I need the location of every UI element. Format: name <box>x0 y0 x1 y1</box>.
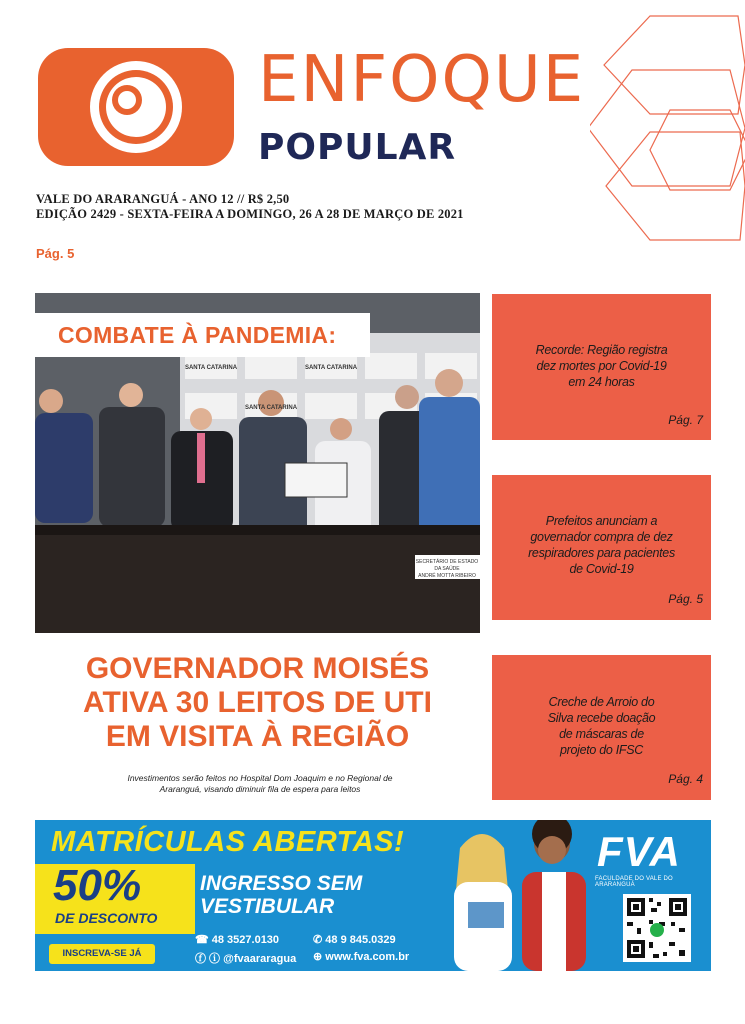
fva-logo-subtitle: FACULDADE DO VALE DO ARARANGUÁ <box>595 876 673 888</box>
photo-backdrop-logo: SANTA CATARINA <box>244 405 298 411</box>
ad-website[interactable]: ⊕ www.fva.com.br <box>313 951 410 963</box>
edition-meta-line-2: EDIÇÃO 2429 - SEXTA-FEIRA A DOMINGO, 26 A 28 DE MARÇO DE 2021 <box>36 207 464 221</box>
main-headline[interactable] <box>35 652 480 754</box>
sidebar-story-page: Pág. 5 <box>668 592 703 606</box>
story-kicker: COMBATE À PANDEMIA: <box>58 322 337 348</box>
sidebar-story-3[interactable] <box>492 655 711 800</box>
subtitle-line: Investimentos serão feitos no Hospital Dom Joaquim e no Regional de <box>127 773 393 783</box>
sidebar-story-page: Pág. 7 <box>668 413 703 427</box>
brand-name-bottom: POPULAR <box>258 127 457 168</box>
ad-discount-percent: 50% <box>53 861 142 910</box>
ad-phone-2: ✆ 48 9 845.0329 <box>313 934 396 946</box>
ad-discount-label: DE DESCONTO <box>55 910 158 926</box>
ad-social-handle: ⓕ ⓘ @fvaararagua <box>195 953 297 965</box>
headline-subtitle <box>120 773 400 795</box>
fva-advertisement[interactable] <box>35 820 711 971</box>
logo-eye-icon <box>38 48 234 166</box>
headline-line: ATIVA 30 LEITOS DE UTI <box>83 686 432 719</box>
hexagon-decoration <box>590 10 745 250</box>
photo-name-sign: ANDRÉ MOTTA RIBEIRO <box>418 573 476 579</box>
photo-name-sign: SECRETÁRIO DE ESTADO <box>415 559 479 565</box>
headline-line: GOVERNADOR MOISÉS <box>85 652 430 685</box>
edition-meta-line-1: VALE DO ARARANGUÁ - ANO 12 // R$ 2,50 <box>36 192 290 206</box>
brand-name-top: ENFOQUE <box>258 43 586 117</box>
sidebar-story-1[interactable] <box>492 294 711 440</box>
qr-code-icon[interactable] <box>623 894 691 962</box>
sidebar-story-text: Creche de Arroio do Silva recebe doação de máscaras de projeto do IFSC <box>547 695 656 757</box>
ad-signup-button[interactable]: INSCREVA-SE JÁ <box>49 944 155 964</box>
ad-title: MATRÍCULAS ABERTAS! <box>51 826 405 858</box>
sidebar-story-2[interactable] <box>492 475 711 620</box>
photo-name-sign: DA SAÚDE <box>434 566 460 572</box>
sidebar-story-text: Prefeitos anunciam a governador compra de dez respiradores para pacientes de Covid-19 <box>528 514 675 576</box>
page-reference[interactable]: Pág. 5 <box>36 246 75 261</box>
headline-line: EM VISITA À REGIÃO <box>105 720 410 753</box>
subtitle-line: Araranguá, visando diminuir fila de espera para leitos <box>159 784 361 794</box>
sidebar-story-page: Pág. 4 <box>668 772 703 786</box>
ad-ingresso-text: INGRESSO SEM VESTIBULAR <box>200 872 363 918</box>
photo-backdrop-logo: SANTA CATARINA <box>304 365 358 371</box>
photo-backdrop-logo: SANTA CATARINA <box>184 365 238 371</box>
ad-phone-1: ☎ 48 3527.0130 <box>195 934 280 946</box>
sidebar-story-text: Recorde: Região registra dez mortes por Covid-19 em 24 horas <box>535 343 668 389</box>
fva-logo: FVA <box>597 828 681 875</box>
ad-students-illustration <box>430 820 595 971</box>
